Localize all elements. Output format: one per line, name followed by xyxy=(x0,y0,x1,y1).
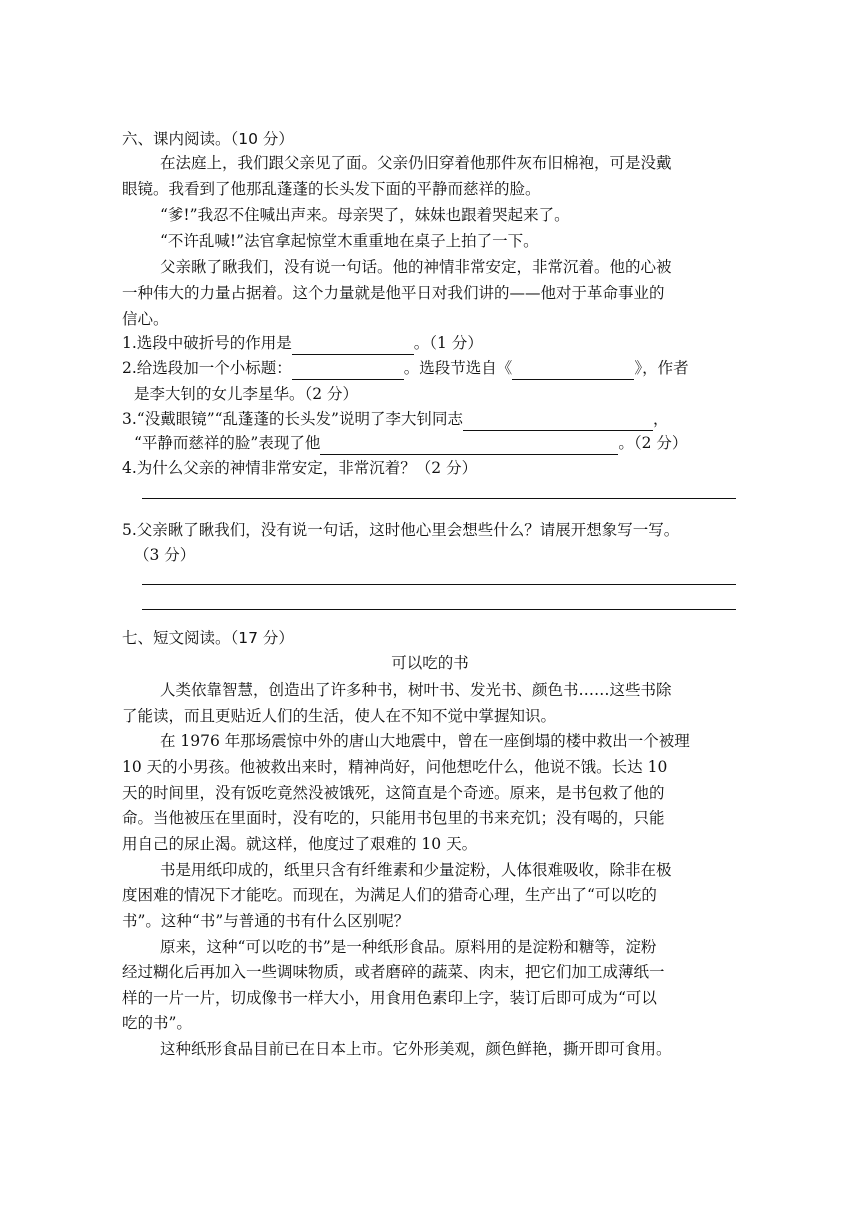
answer-line-q5-2[interactable] xyxy=(142,609,736,610)
answer-blank-q2-source[interactable] xyxy=(512,359,634,380)
passage7-line-2: 了能读，而且更贴近人们的生活，使人在不知不觉中掌握知识。 xyxy=(122,707,557,725)
passage6-line-5: 父亲瞅了瞅我们，没有说一句话。他的神情非常安定，非常沉着。他的心被 xyxy=(160,258,672,276)
section6-heading: 六、课内阅读。（10 分） xyxy=(122,130,294,148)
passage7-line-3: 在 1976 年那场震惊中外的唐山大地震中，曾在一座倒塌的楼中救出一个被理 xyxy=(160,732,690,750)
passage6-line-6: 一种伟大的力量占据着。这个力量就是他平日对我们讲的——他对于革命事业的 xyxy=(122,284,665,302)
passage7-line-13: 样的一片一片，切成像书一样大小，用食用色素印上字，装订后即可成为“可以 xyxy=(122,989,657,1007)
passage7-line-9: 度困难的情况下才能吃。而现在，为满足人们的猎奇心理，生产出了“可以吃的 xyxy=(122,886,657,904)
answer-blank-q3-b[interactable] xyxy=(320,434,618,455)
question-3-score: 。（2 分） xyxy=(618,434,688,452)
question-3-text: 3.“没戴眼镜”“乱蓬蓬的长头发”说明了李大钊同志 xyxy=(122,410,463,428)
question-2 xyxy=(122,356,689,380)
passage-title: 可以吃的书 xyxy=(391,654,469,672)
passage7-line-4: 10 天的小男孩。他被救出来时，精神尚好，问他想吃什么，他说不饿。长达 10 xyxy=(122,758,668,776)
question-2-continuation: 是李大钊的女儿李星华。（2 分） xyxy=(134,385,359,403)
question-2-text: 2.给选段加一个小标题： xyxy=(122,359,292,377)
passage7-line-14: 吃的书”。 xyxy=(122,1014,192,1032)
question-2-middle: 。选段节选自《 xyxy=(403,359,513,377)
passage6-line-2: 眼镜。我看到了他那乱蓬蓬的长头发下面的平静而慈祥的脸。 xyxy=(122,180,541,198)
question-1-text: 1.选段中破折号的作用是 xyxy=(122,334,292,352)
passage6-line-3: “爹!”我忍不住喊出声来。母亲哭了，妹妹也跟着哭起来了。 xyxy=(160,206,570,224)
answer-line-q4[interactable] xyxy=(142,498,736,499)
passage7-line-10: 书”。这种“书”与普通的书有什么区别呢？ xyxy=(122,912,410,930)
passage7-line-8: 书是用纸印成的，纸里只含有纤维素和少量淀粉，人体很难吸收，除非在极 xyxy=(160,861,672,879)
question-4: 4.为什么父亲的神情非常安定，非常沉着？（2 分） xyxy=(122,459,478,477)
passage7-line-7: 用自己的尿止渴。就这样，他度过了艰难的 10 天。 xyxy=(122,835,478,853)
question-3-comma: ， xyxy=(653,410,669,428)
passage6-line-7: 信心。 xyxy=(122,310,169,328)
question-3-line-2 xyxy=(134,431,687,455)
passage6-line-4: “不许乱喊!”法官拿起惊堂木重重地在桌子上拍了一下。 xyxy=(160,232,539,250)
passage7-line-11: 原来，这种“可以吃的书”是一种纸形食品。原料用的是淀粉和糖等，淀粉 xyxy=(160,938,657,956)
question-1 xyxy=(122,331,483,355)
passage7-line-12: 经过糊化后再加入一些调味物质，或者磨碎的蔬菜、肉末，把它们加工成薄纸一 xyxy=(122,963,665,981)
passage7-line-6: 命。当他被压在里面时，没有吃的，只能用书包里的书来充饥；没有喝的，只能 xyxy=(122,809,665,827)
question-5-line-1: 5.父亲瞅了瞅我们，没有说一句话，这时他心里会想些什么？请展开想象写一写。 xyxy=(122,521,680,539)
passage7-line-15: 这种纸形食品目前已在日本上市。它外形美观，颜色鲜艳，撕开即可食用。 xyxy=(160,1040,672,1058)
question-2-after: 》，作者 xyxy=(634,359,689,377)
question-3-line-1 xyxy=(122,407,669,431)
passage7-line-1: 人类依靠智慧，创造出了许多种书，树叶书、发光书、颜色书……这些书除 xyxy=(160,681,672,699)
question-5-line-2: （3 分） xyxy=(134,546,196,564)
answer-blank-q1[interactable] xyxy=(292,334,414,355)
section7-heading: 七、短文阅读。（17 分） xyxy=(122,629,294,647)
question-1-score: 。（1 分） xyxy=(413,334,483,352)
passage6-line-1: 在法庭上，我们跟父亲见了面。父亲仍旧穿着他那件灰布旧棉袍，可是没戴 xyxy=(160,154,672,172)
answer-blank-q2-title[interactable] xyxy=(292,359,404,380)
answer-blank-q3-a[interactable] xyxy=(463,410,653,431)
question-3-text-2: “平静而慈祥的脸”表现了他 xyxy=(134,434,321,452)
passage7-line-5: 天的时间里，没有饭吃竟然没被饿死，这简直是个奇迹。原来，是书包救了他的 xyxy=(122,784,665,802)
answer-line-q5-1[interactable] xyxy=(142,584,736,585)
